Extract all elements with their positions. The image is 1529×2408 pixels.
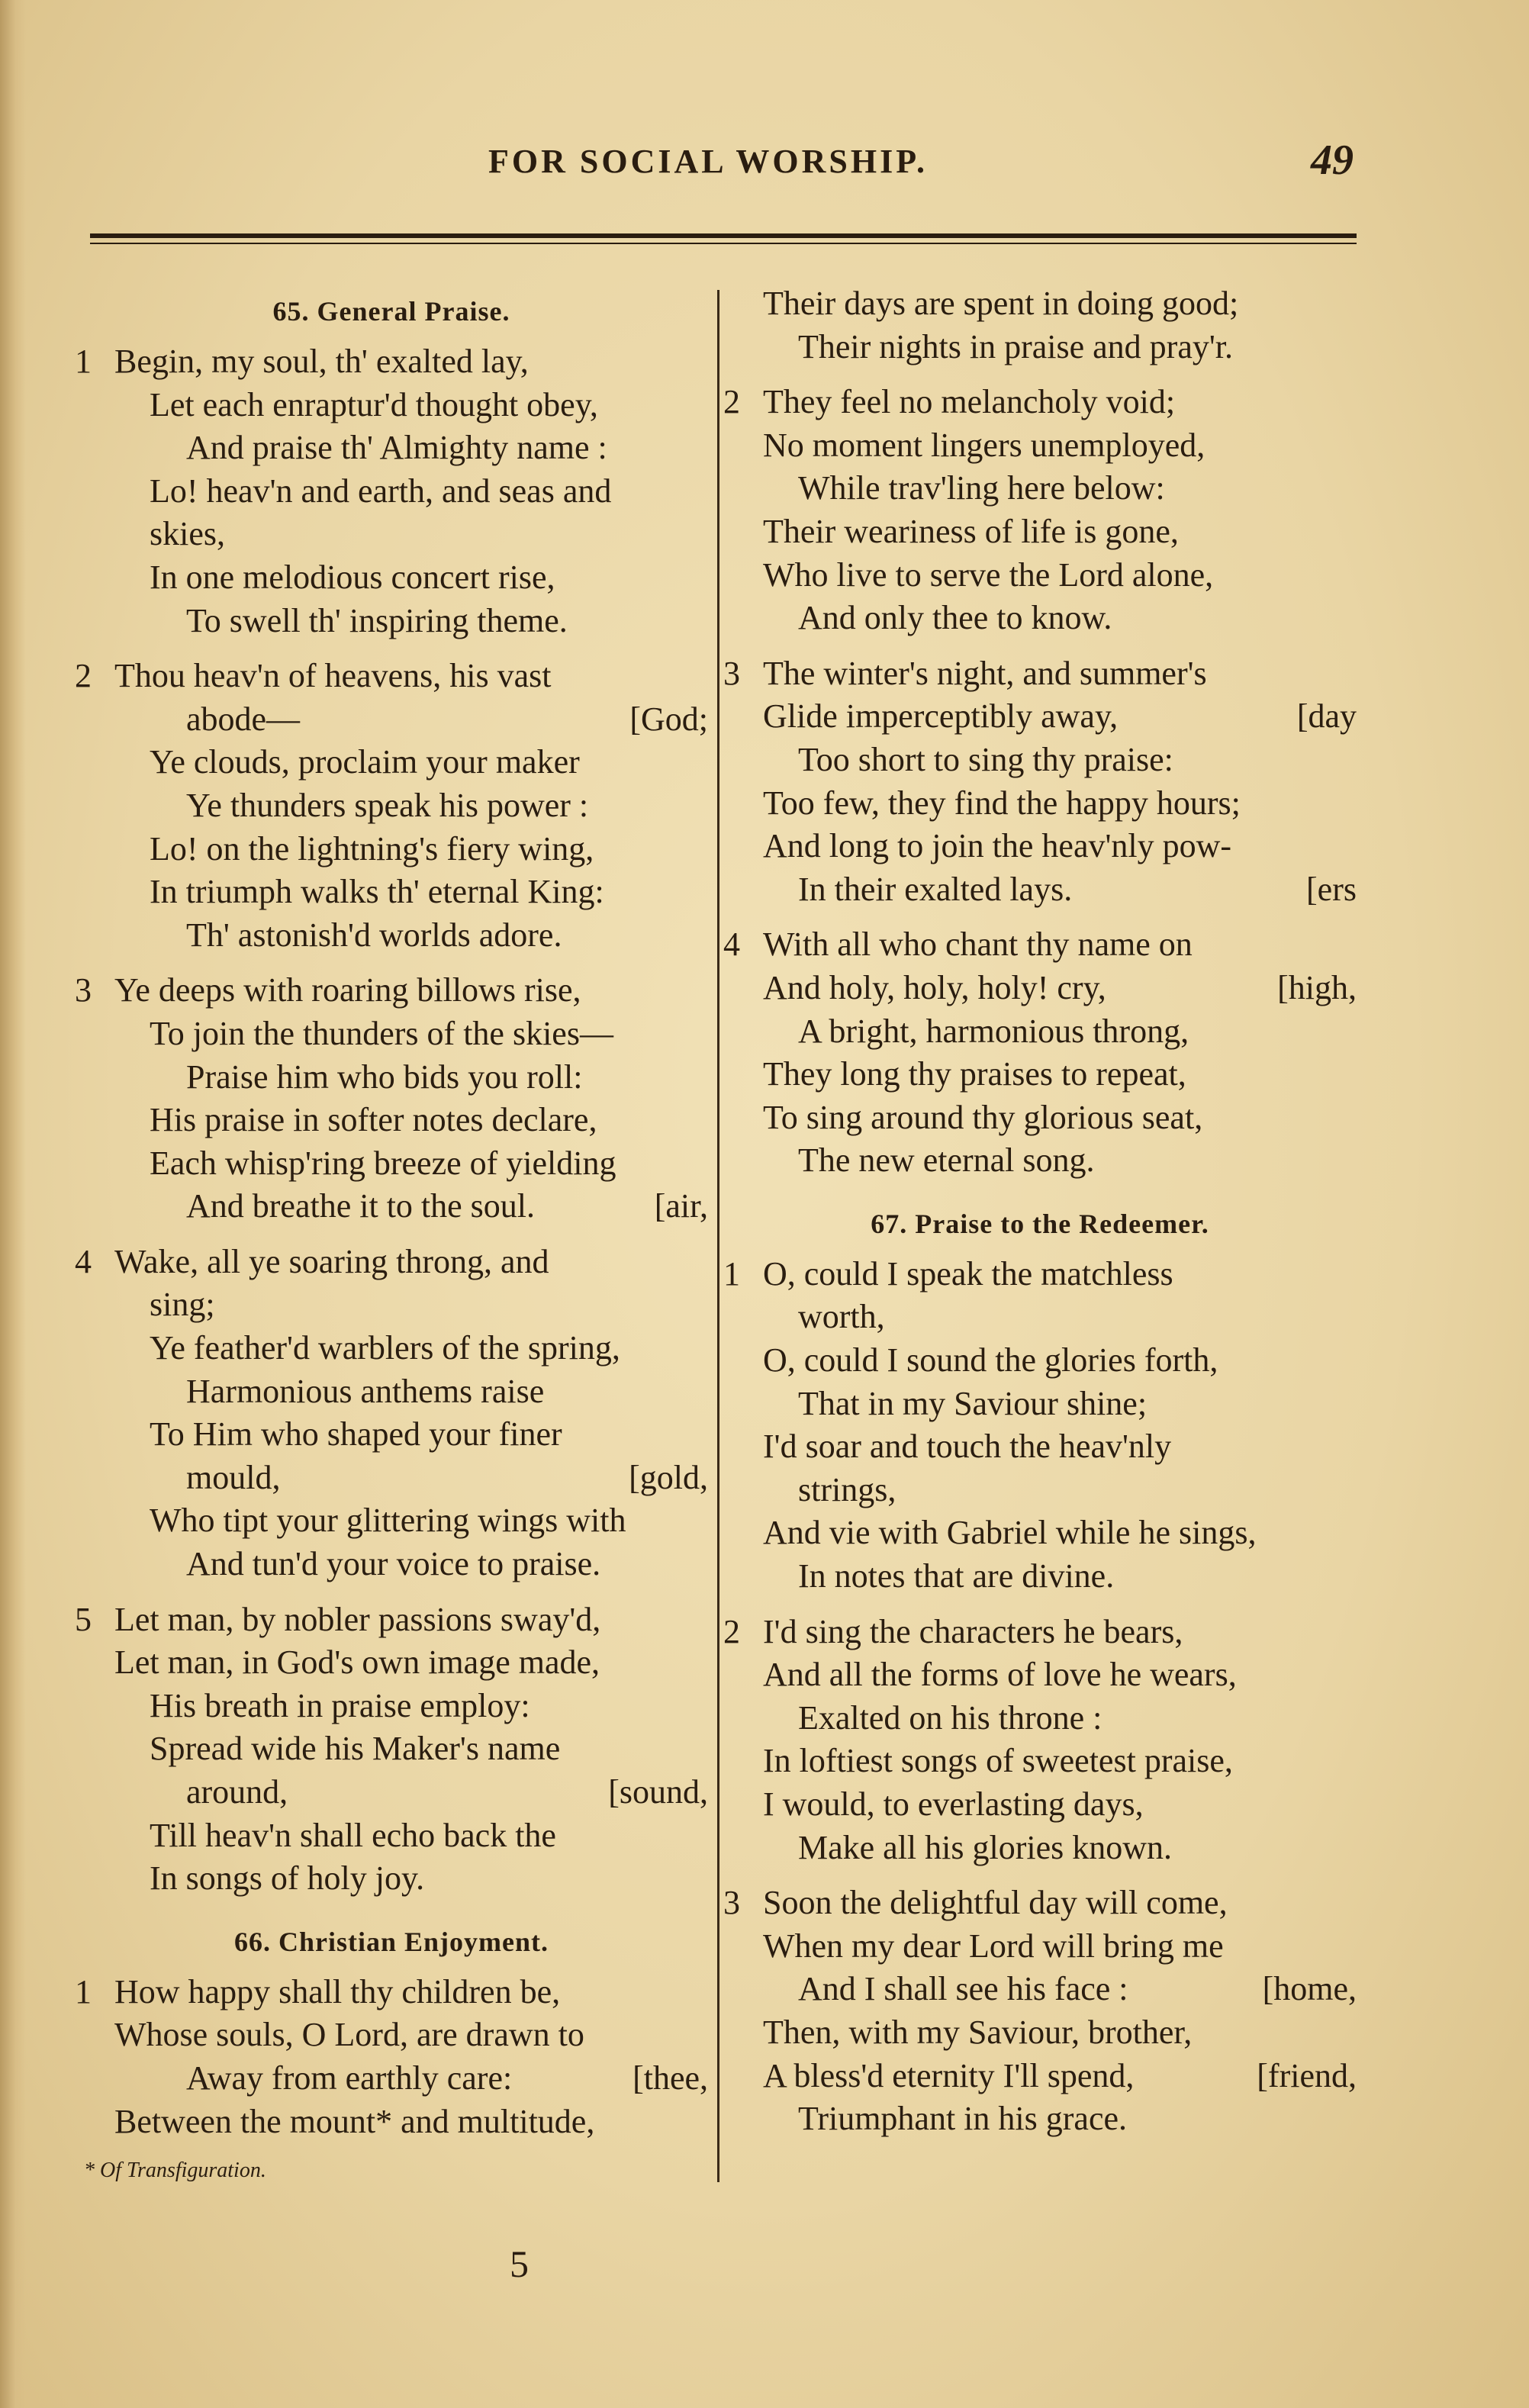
verse-line: In triumph walks th' eternal King:	[150, 873, 604, 911]
stanza-number: 3	[723, 654, 740, 692]
verse-turnover: [gold,	[629, 1458, 708, 1496]
verse-line: And breathe it to the soul.	[186, 1187, 536, 1225]
stanza-number: 3	[75, 971, 92, 1009]
header-rule	[90, 233, 1357, 238]
verse-turnover: [air,	[654, 1187, 708, 1225]
verse-line: Too short to sing thy praise:	[798, 740, 1173, 778]
verse-line: Their nights in praise and pray'r.	[798, 327, 1234, 365]
verse-line: O, could I speak the matchless	[763, 1254, 1173, 1293]
verse-line: Between the mount* and multitude,	[114, 2102, 595, 2140]
stanza-number: 3	[723, 1884, 740, 1922]
hymn-66-stanza-1-continued	[723, 282, 1357, 369]
verse-line: Thou heav'n of heavens, his vast	[114, 657, 552, 695]
stanza-number: 2	[723, 383, 740, 421]
hymn-65-stanza-3	[75, 969, 708, 1228]
verse-line: In songs of holy joy.	[150, 1859, 425, 1898]
hymn-66-stanza-1	[75, 1971, 708, 2143]
verse-line: Their weariness of life is gone,	[763, 512, 1179, 550]
verse-line: And long to join the heav'nly pow-	[763, 827, 1232, 865]
page-edge-shadow	[0, 0, 26, 2408]
verse-line: Till heav'n shall echo back the	[150, 1816, 556, 1854]
verse-line: Away from earthly care:	[186, 2059, 513, 2097]
verse-line: His breath in praise employ:	[150, 1686, 530, 1724]
verse-line: The winter's night, and summer's	[763, 654, 1207, 692]
verse-line: abode—	[186, 700, 301, 738]
verse-line: skies,	[150, 515, 225, 553]
verse-line: Then, with my Saviour, brother,	[763, 2013, 1193, 2051]
verse-line: And holy, holy, holy! cry,	[763, 968, 1106, 1006]
verse-turnover: [thee,	[633, 2059, 708, 2097]
verse-line: Wake, all ye soaring throng, and	[114, 1242, 549, 1280]
verse-turnover: [God;	[629, 700, 708, 738]
signature-mark: 5	[510, 2242, 529, 2285]
verse-line: I'd soar and touch the heav'nly	[763, 1428, 1172, 1466]
verse-line: His praise in softer notes declare,	[150, 1101, 597, 1139]
verse-line: No moment lingers unemployed,	[763, 426, 1205, 464]
verse-line: O, could I sound the glories forth,	[763, 1341, 1218, 1379]
verse-line: And vie with Gabriel while he sings,	[763, 1514, 1257, 1552]
hymn-title-65: 65. General Praise.	[272, 296, 510, 327]
hymn-65-stanza-4	[75, 1241, 708, 1586]
stanza-number: 2	[75, 657, 92, 695]
verse-line: When my dear Lord will bring me	[763, 1927, 1224, 1965]
verse-line: Exalted on his throne :	[798, 1698, 1102, 1737]
verse-line: Ye thunders speak his power :	[186, 786, 589, 824]
hymn-title-66: 66. Christian Enjoyment.	[233, 1926, 549, 1957]
verse-line: In their exalted lays.	[798, 870, 1073, 908]
verse-line: Ye feather'd warblers of the spring,	[150, 1329, 620, 1367]
stanza-number: 1	[75, 343, 92, 380]
verse-line: And only thee to know.	[798, 599, 1112, 637]
verse-line: That in my Saviour shine;	[798, 1384, 1148, 1422]
stanza-number: 1	[75, 1972, 92, 2010]
verse-line: To Him who shaped your finer	[150, 1415, 562, 1453]
verse-line: In one melodious concert rise,	[150, 558, 555, 596]
hymn-65-stanza-1	[75, 340, 708, 642]
verse-line: around,	[186, 1773, 288, 1811]
verse-line: And all the forms of love he wears,	[763, 1656, 1237, 1694]
hymn-title-67: 67. Praise to the Redeemer.	[871, 1208, 1209, 1239]
stanza-number: 4	[75, 1242, 92, 1280]
verse-line: Th' astonish'd worlds adore.	[186, 916, 562, 954]
hymn-66-stanza-4	[723, 923, 1357, 1183]
verse-line: And praise th' Almighty name :	[186, 429, 607, 467]
hymn-67-stanza-1	[723, 1253, 1357, 1598]
verse-line: A bright, harmonious throng,	[798, 1012, 1189, 1050]
verse-line: How happy shall thy children be,	[114, 1972, 561, 2010]
verse-line: Triumphant in his grace.	[798, 2100, 1127, 2138]
page-number: 49	[1311, 137, 1354, 184]
right-column	[723, 282, 1357, 2153]
verse-line: They long thy praises to repeat,	[763, 1055, 1186, 1093]
hymn-66-stanza-3	[723, 652, 1357, 912]
verse-line: Soon the delightful day will come,	[763, 1884, 1228, 1922]
verse-line: I'd sing the characters he bears,	[763, 1612, 1183, 1650]
verse-line: The new eternal song.	[798, 1141, 1095, 1180]
stanza-number: 4	[723, 926, 740, 964]
verse-line: Ye deeps with roaring billows rise,	[114, 971, 581, 1009]
stanza-number: 5	[75, 1600, 92, 1638]
verse-turnover: [sound,	[608, 1773, 708, 1811]
verse-line: sing;	[150, 1286, 215, 1324]
verse-line: Glide imperceptibly away,	[763, 697, 1119, 736]
verse-line: Lo! on the lightning's fiery wing,	[150, 829, 594, 868]
verse-line: They feel no melancholy void;	[763, 383, 1176, 421]
verse-line: To sing around thy glorious seat,	[763, 1098, 1203, 1136]
verse-turnover: [high,	[1277, 968, 1357, 1006]
verse-line: Let man, in God's own image made,	[114, 1643, 600, 1682]
verse-turnover: [day	[1296, 697, 1357, 736]
hymn-66-stanza-2	[723, 381, 1357, 640]
verse-line: Make all his glories known.	[798, 1828, 1173, 1866]
running-head: FOR SOCIAL WORSHIP.	[488, 143, 929, 180]
verse-line: Let man, by nobler passions sway'd,	[114, 1600, 601, 1638]
verse-line: Their days are spent in doing good;	[763, 285, 1239, 322]
header-rule-thin	[90, 243, 1357, 244]
verse-line: And tun'd your voice to praise.	[186, 1545, 601, 1583]
hymn-67-stanza-2	[723, 1611, 1357, 1870]
hymn-65-stanza-5	[75, 1598, 708, 1901]
verse-line: Who tipt your glittering wings with	[150, 1502, 626, 1540]
verse-line: Lo! heav'n and earth, and seas and	[150, 472, 612, 510]
verse-line: Too few, they find the happy hours;	[763, 784, 1241, 822]
verse-line: With all who chant thy name on	[763, 926, 1193, 964]
verse-line: In loftiest songs of sweetest praise,	[763, 1742, 1233, 1780]
verse-line: Praise him who bids you roll:	[186, 1058, 583, 1096]
hymn-67-stanza-3	[723, 1882, 1357, 2141]
verse-line: Ye clouds, proclaim your maker	[150, 743, 580, 781]
hymn-65-stanza-2	[75, 655, 708, 957]
verse-turnover: [ers	[1306, 870, 1357, 908]
verse-line: strings,	[798, 1470, 896, 1508]
verse-line: Harmonious anthems raise	[186, 1372, 545, 1410]
verse-line: In notes that are divine.	[798, 1557, 1115, 1595]
verse-line: Who live to serve the Lord alone,	[763, 555, 1214, 594]
verse-line: mould,	[186, 1458, 281, 1496]
verse-line: To swell th' inspiring theme.	[186, 601, 568, 639]
verse-line: Whose souls, O Lord, are drawn to	[114, 2016, 584, 2054]
verse-line: Let each enraptur'd thought obey,	[150, 385, 598, 423]
verse-line: worth,	[798, 1298, 885, 1336]
column-divider	[717, 290, 719, 2182]
left-column	[75, 282, 708, 2186]
verse-turnover: [friend,	[1257, 2056, 1357, 2094]
verse-line: To join the thunders of the skies—	[150, 1014, 613, 1052]
verse-line: Each whisp'ring breeze of yielding	[150, 1144, 616, 1182]
verse-line: Spread wide his Maker's name	[150, 1730, 561, 1768]
stanza-number: 2	[723, 1612, 740, 1650]
verse-line: While trav'ling here below:	[798, 469, 1165, 507]
verse-line: A bless'd eternity I'll spend,	[763, 2056, 1135, 2094]
verse-turnover: [home,	[1262, 1970, 1357, 2008]
stanza-number: 1	[723, 1254, 740, 1293]
verse-line: And I shall see his face :	[798, 1970, 1128, 2008]
footnote: * Of Transfiguration.	[84, 2159, 266, 2183]
verse-line: Begin, my soul, th' exalted lay,	[114, 343, 529, 380]
verse-line: I would, to everlasting days,	[763, 1785, 1144, 1823]
